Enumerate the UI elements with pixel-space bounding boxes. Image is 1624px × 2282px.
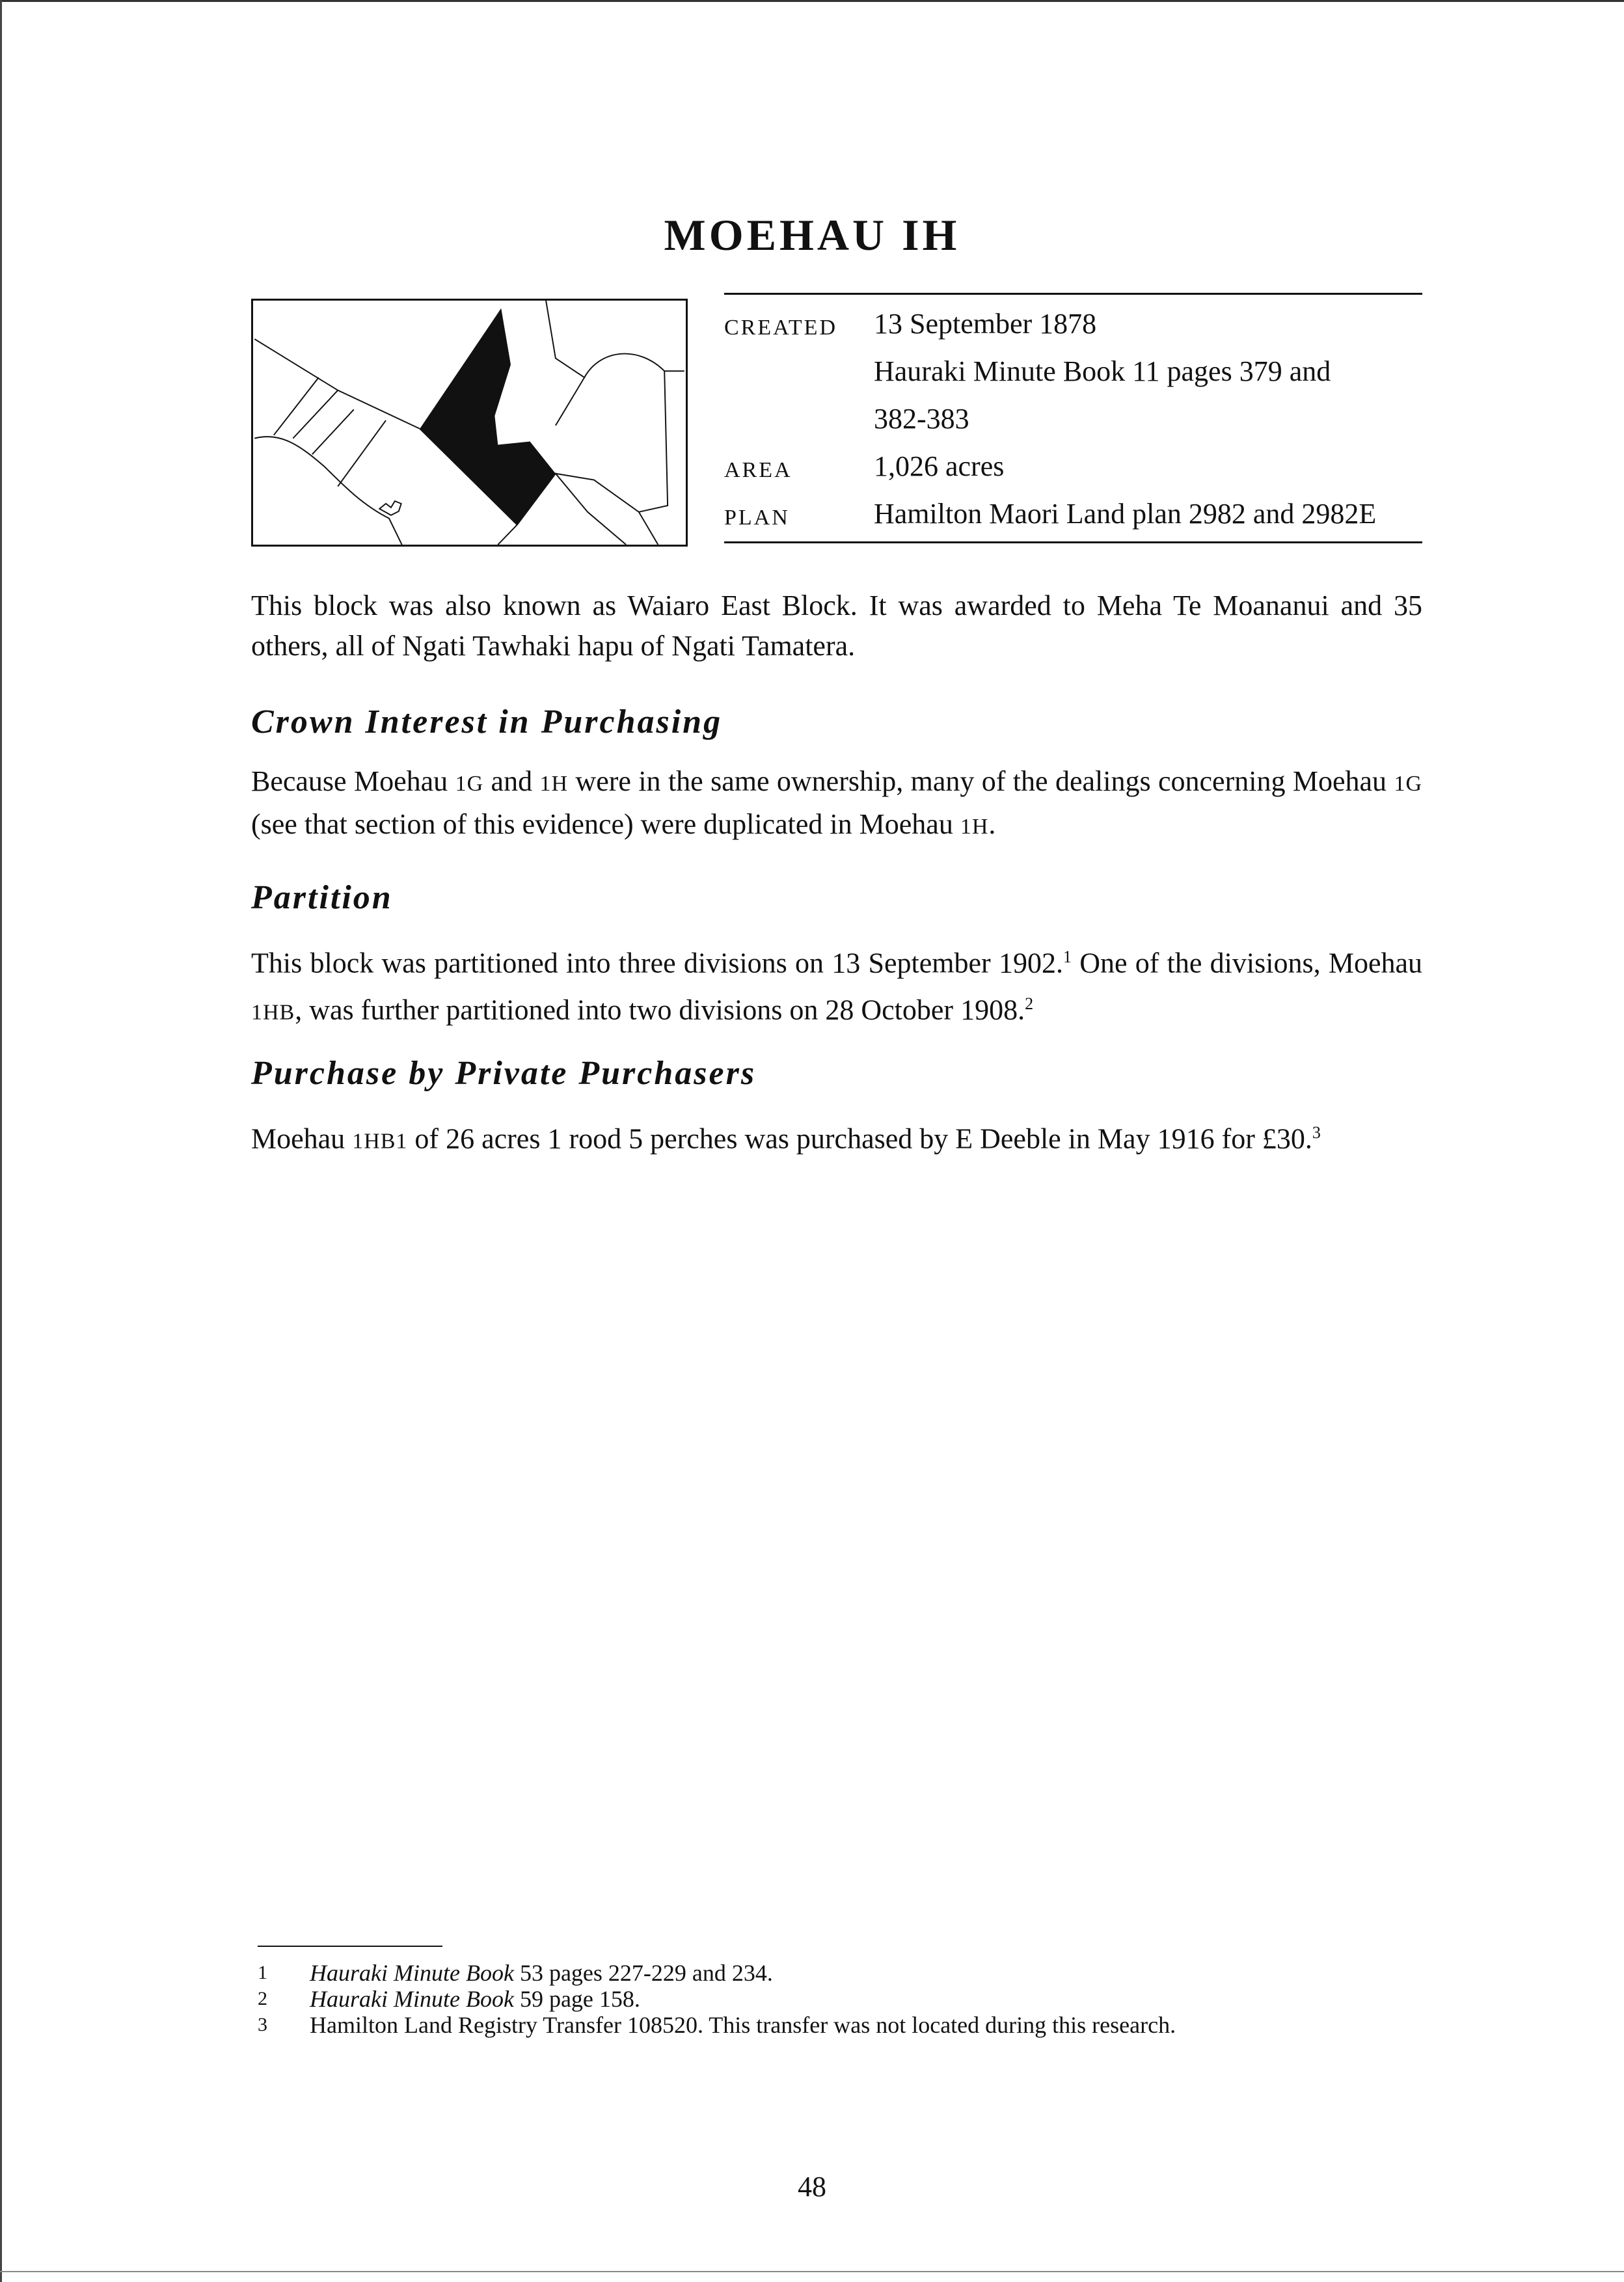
purchase-paragraph — [251, 1113, 1422, 1162]
page-number: 48 — [798, 2171, 826, 2203]
footnote-source-title: Hauraki Minute Book — [310, 1960, 514, 1986]
partition-block-ref: 1HB — [251, 1000, 295, 1025]
info-top-rule — [724, 293, 1422, 295]
map-boundary-line — [584, 354, 684, 378]
block-info-table — [724, 300, 1422, 537]
heading-crown-interest: Crown Interest in Purchasing — [251, 703, 723, 740]
crown-text-5: . — [988, 808, 996, 840]
info-row-plan — [724, 490, 1422, 537]
map-boundary-line — [312, 409, 354, 454]
map-boundary-line — [546, 301, 584, 426]
crown-paragraph-block — [251, 761, 1422, 847]
moehau-1h-shaded-block — [420, 308, 556, 525]
footnote-source-detail: 53 pages 227-229 and 234. — [513, 1960, 773, 1986]
footnote-ref-2: 2 — [1025, 994, 1034, 1013]
heading-partition: Partition — [251, 879, 393, 916]
map-boundary-line — [274, 377, 319, 435]
map-island — [379, 501, 401, 515]
page-top-border — [0, 0, 1624, 2]
footnote-3 — [258, 2012, 1429, 2038]
purchase-block-ref: 1HB1 — [352, 1129, 408, 1154]
crown-paragraph — [251, 761, 1422, 847]
footnote-source-detail: 59 page 158. — [513, 1986, 640, 2012]
crown-text-2: and — [483, 765, 540, 797]
crown-block-ref-1: 1G — [455, 772, 484, 796]
crown-text-4: (see that section of this evidence) were duplicated in Moehau — [251, 808, 960, 840]
footnote-1 — [258, 1960, 1429, 1986]
intro-paragraph-block — [251, 586, 1422, 666]
crown-text-3: were in the same ownership, many of the dealings concerning Moehau — [568, 765, 1394, 797]
intro-paragraph: This block was also known as Waiaro East Block. It was awarded to Meha Te Moananui and 35 others, all of Ngati Tawhaki hapu of Ngati Tamatera. — [251, 590, 1422, 662]
footnote-text — [310, 1986, 640, 2012]
partition-paragraph — [251, 937, 1422, 1033]
map-boundary-line — [498, 524, 517, 545]
map-coastline — [254, 437, 401, 545]
footnote-2 — [258, 1986, 1429, 2012]
purchase-text-1: Moehau — [251, 1122, 353, 1155]
map-boundary-line — [254, 339, 420, 429]
crown-block-ref-3: 1G — [1394, 772, 1422, 796]
info-bottom-rule — [724, 541, 1422, 543]
created-reference-pages: 382-383 — [874, 403, 969, 435]
created-reference: Hauraki Minute Book 11 pages 379 and — [874, 355, 1331, 387]
footnote-text — [310, 1960, 773, 1986]
area-value: 1,026 acres — [874, 450, 1005, 482]
plan-label: PLAN — [724, 506, 790, 530]
map-drawing — [253, 301, 686, 545]
footnote-text: Hamilton Land Registry Transfer 108520. This transfer was not located during this research. — [310, 2012, 1176, 2038]
map-boundary-line — [293, 390, 338, 439]
map-boundary-line — [556, 474, 658, 545]
footnotes — [258, 1960, 1429, 2038]
info-row-created — [724, 300, 1422, 442]
footnote-number: 2 — [258, 1988, 267, 2009]
block-info-panel — [724, 293, 1422, 543]
purchase-paragraph-block — [251, 1113, 1422, 1162]
page-bottom-border — [0, 2271, 1624, 2272]
footnote-source-title: Hauraki Minute Book — [310, 1986, 514, 2012]
created-label: CREATED — [724, 316, 837, 340]
partition-text-3: , was further partitioned into two divisions on 28 October 1908. — [295, 994, 1025, 1026]
footnote-separator — [258, 1946, 442, 1947]
crown-text-1: Because Moehau — [251, 765, 455, 797]
created-value — [874, 300, 1422, 442]
page-left-border — [0, 0, 2, 2282]
area-label: AREA — [724, 458, 792, 482]
page-title: MOEHAU IH — [664, 210, 960, 260]
footnote-number: 1 — [258, 1962, 267, 1983]
plan-value: Hamilton Maori Land plan 2982 and 2982E — [874, 498, 1377, 530]
heading-purchase-private: Purchase by Private Purchasers — [251, 1055, 757, 1092]
map-boundary-line — [639, 371, 668, 512]
partition-text-1: This block was partitioned into three divisions on 13 September 1902. — [251, 947, 1063, 979]
footnote-ref-3: 3 — [1312, 1123, 1321, 1142]
created-date: 13 September 1878 — [874, 308, 1097, 340]
purchase-text-2: of 26 acres 1 rood 5 perches was purchased by E Deeble in May 1916 for £30. — [407, 1122, 1312, 1155]
info-row-area — [724, 442, 1422, 490]
crown-block-ref-2: 1H — [539, 772, 569, 796]
footnote-number: 3 — [258, 2014, 267, 2035]
crown-block-ref-4: 1H — [960, 815, 989, 839]
map-boundary-line — [338, 420, 386, 486]
block-location-map — [251, 299, 688, 547]
partition-text-2: One of the divisions, Moehau — [1071, 947, 1422, 979]
partition-paragraph-block — [251, 937, 1422, 1033]
footnote-ref-1: 1 — [1062, 947, 1072, 966]
